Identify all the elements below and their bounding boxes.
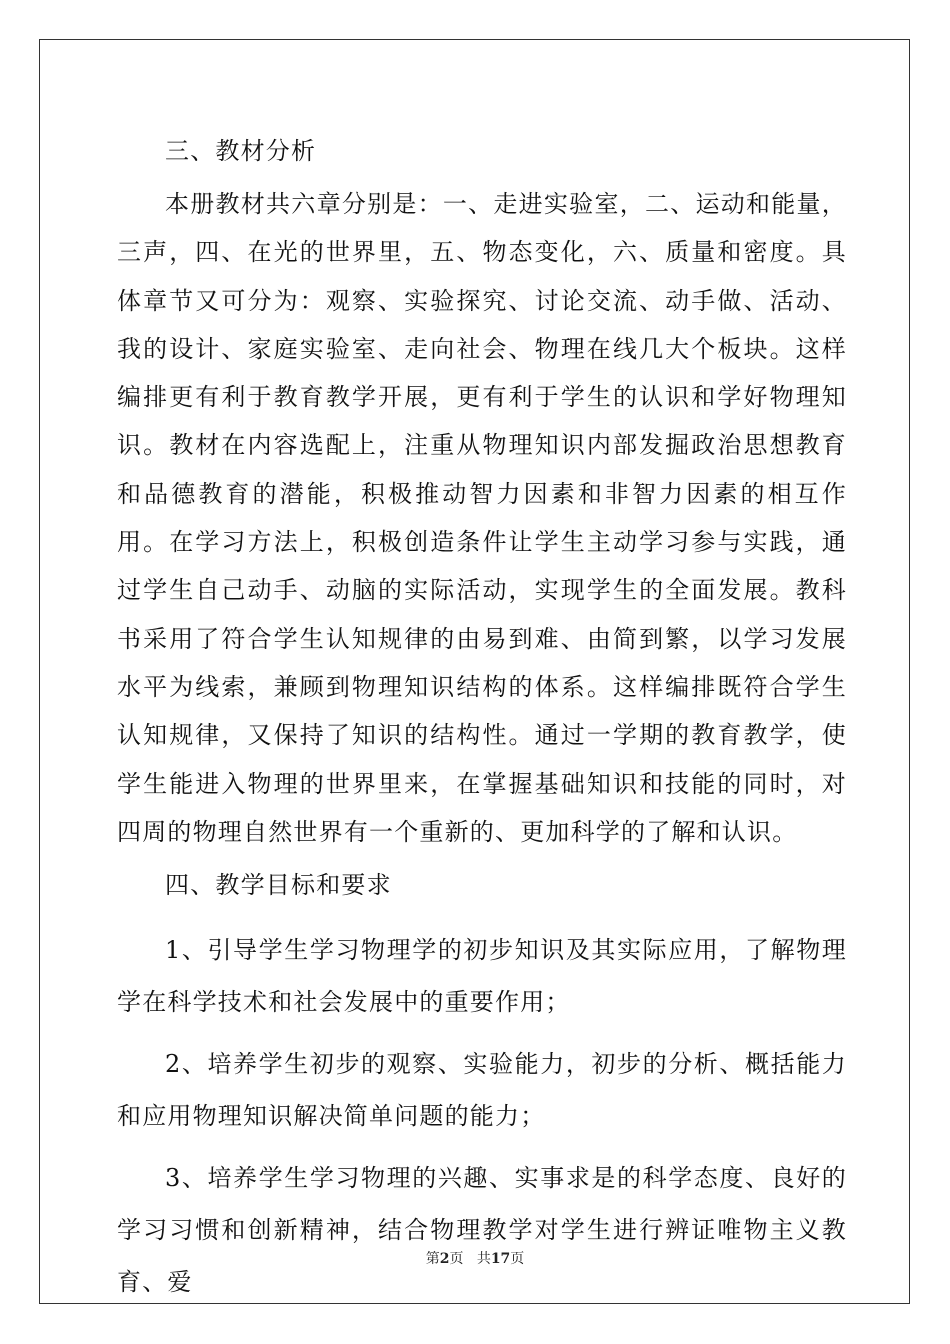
goal-item-1: 1、引导学生学习物理学的初步知识及其实际应用，了解物理学在科学技术和社会发展中的重要作用； [117, 936, 847, 1017]
document-body [117, 122, 847, 1308]
footer-total-pages: 17 [490, 1251, 511, 1267]
footer-page-suffix: 页 [449, 1251, 464, 1267]
footer-total-prefix: 共 [476, 1251, 491, 1267]
section-heading-goals: 四、教学目标和要求 [165, 871, 392, 900]
footer-page-prefix: 第 [425, 1251, 440, 1267]
paragraph-materials-analysis: 本册教材共六章分别是：一、走进实验室，二、运动和能量，三声，四、在光的世界里，五、物态变化，六、质量和密度。具体章节又可分为：观察、实验探究、讨论交流、动手做、活动、我的设计、家庭实验室、走向社会、物理在线几大个板块。这样编排更有利于教育教学开展，更有利于学生的认识和学好物理知识。教材在内容选配上，注重从物理知识内部发掘政治思想教育和品德教育的潜能，积极推动智力因素和非智力因素的相互作用。在学习方法上，积极创造条件让学生主动学习参与实践，通过学生自己动手、动脑的实际活动，实现学生的全面发展。教科书采用了符合学生认知规律的由易到难、由简到繁，以学习发展水平为线索，兼顾到物理知识结构的体系。这样编排既符合学生认知规律，又保持了知识的结构性。通过一学期的教育教学，使学生能进入物理的世界里来，在掌握基础知识和技能的同时，对四周的物理自然世界有一个重新的、更加科学的了解和认识。 [117, 190, 847, 846]
page-footer [0, 1248, 950, 1268]
section-heading-materials: 三、教材分析 [165, 137, 317, 165]
goal-item-2: 2、培养学生初步的观察、实验能力，初步的分析、概括能力和应用物理知识解决简单问题的能力； [117, 1050, 847, 1131]
footer-page-number: 2 [439, 1251, 450, 1267]
goal-item-3: 3、培养学生学习物理的兴趣、实事求是的科学态度、良好的学习习惯和创新精神，结合物理教学对学生进行辨证唯物主义教育、爱 [117, 1164, 847, 1297]
footer-total-suffix: 页 [510, 1251, 525, 1267]
